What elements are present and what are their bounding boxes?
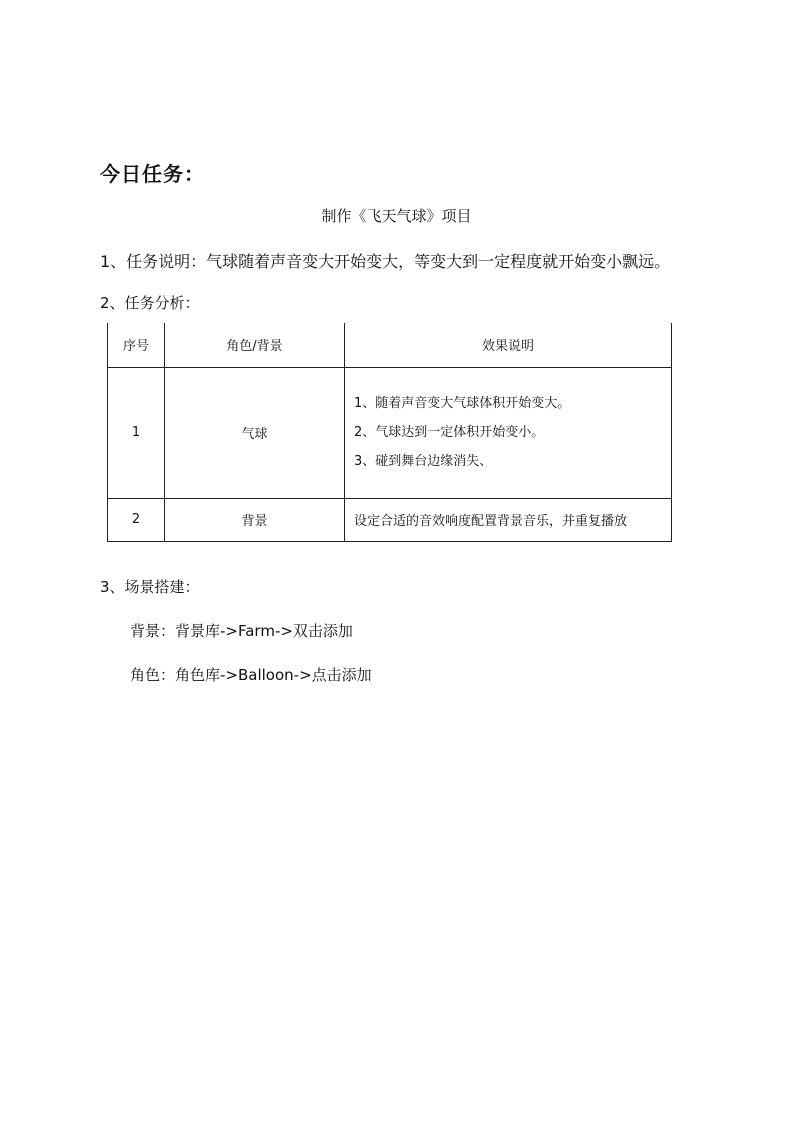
effect-line: 1、随着声音变大气球体积开始变大。 <box>354 396 571 411</box>
page-heading: 今日任务： <box>100 162 205 186</box>
column-header-number: 序号 <box>108 323 165 367</box>
column-header-role: 角色/背景 <box>165 323 345 367</box>
scene-setup-heading: 3、场景搭建： <box>100 578 200 596</box>
table-row <box>108 367 672 498</box>
project-title: 制作《飞天气球》项目 <box>321 207 472 225</box>
row-number: 1 <box>108 367 165 498</box>
scene-sprite-step: 角色：角色库->Balloon->点击添加 <box>130 666 372 684</box>
effect-line: 2、气球达到一定体积开始变小。 <box>354 425 545 440</box>
table-header-row <box>108 323 672 367</box>
row-effects <box>345 498 672 541</box>
row-role: 气球 <box>165 367 345 498</box>
column-header-effect: 效果说明 <box>345 323 672 367</box>
table-row <box>108 498 672 541</box>
task-analysis-table <box>107 323 672 542</box>
row-number: 2 <box>108 498 165 541</box>
row-effects <box>345 367 672 498</box>
scene-background-step: 背景：背景库->Farm->双击添加 <box>130 622 353 640</box>
row-role: 背景 <box>165 498 345 541</box>
effect-line: 3、碰到舞台边缘消失、 <box>354 454 493 469</box>
task-description: 1、任务说明：气球随着声音变大开始变大，等变大到一定程度就开始变小飘远。 <box>100 252 671 271</box>
effect-line: 设定合适的音效响度配置背景音乐，并重复播放 <box>354 514 628 529</box>
task-analysis-heading: 2、任务分析： <box>100 294 200 312</box>
